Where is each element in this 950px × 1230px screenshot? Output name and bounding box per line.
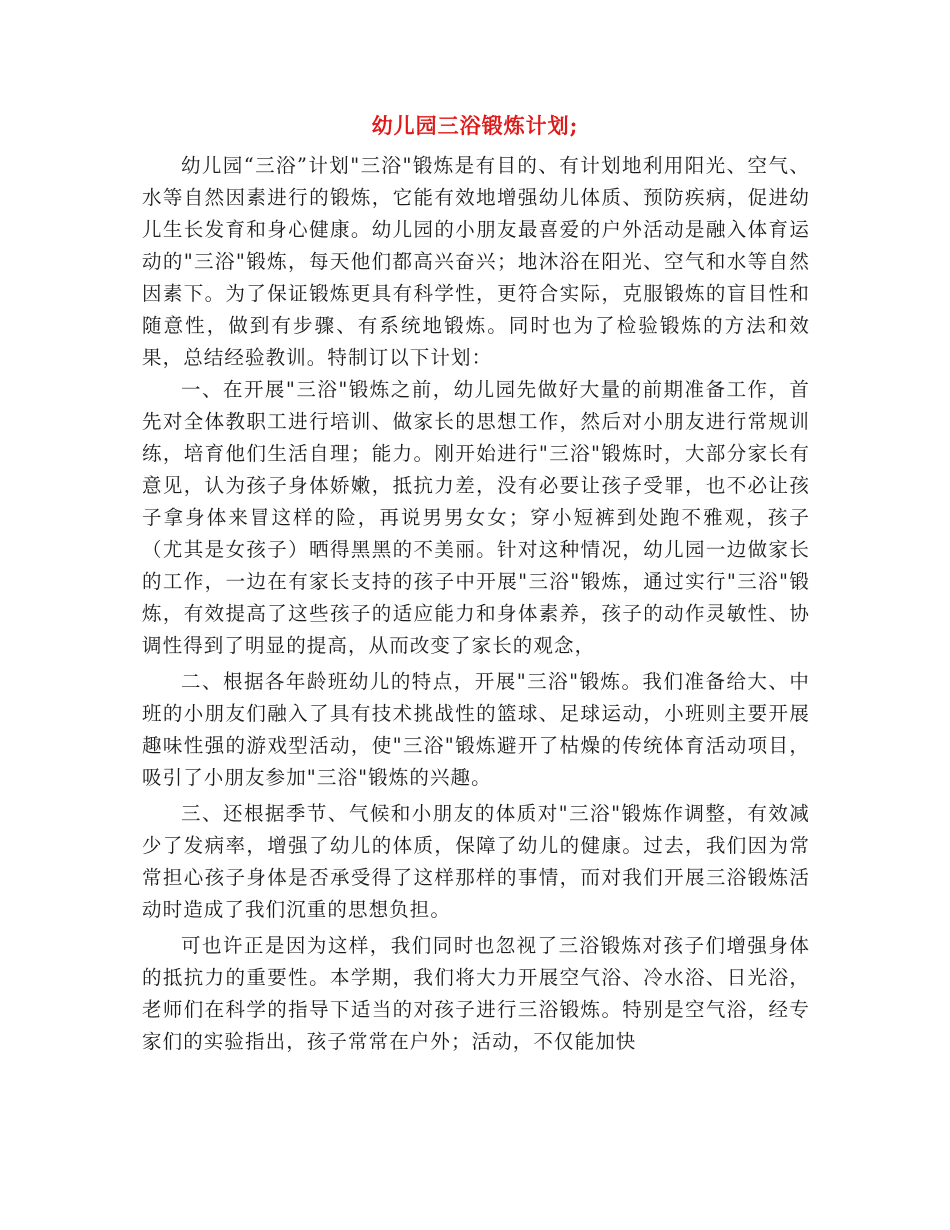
paragraph-section-1: 一、在开展"三浴"锻炼之前，幼儿园先做好大量的前期准备工作，首先对全体教职工进行培训、做家长的思想工作，然后对小朋友进行常规训练，培育他们生活自理；能力。刚开始进行"三浴"锻炼时，大部分家长有意见，认为孩子身体娇嫩，抵抗力差，没有必要让孩子受罪，也不必让孩子拿身体来冒这样的险，再说男男女女；穿小短裤到处跑不雅观，孩子（尤其是女孩子）晒得黑黑的不美丽。针对这种情况，幼儿园一边做家长的工作，一边在有家长支持的孩子中开展"三浴"锻炼，通过实行"三浴"锻炼，有效提高了这些孩子的适应能力和身体素养，孩子的动作灵敏性、协调性得到了明显的提高，从而改变了家长的观念， — [142, 378, 810, 657]
paragraph-section-3: 三、还根据季节、气候和小朋友的体质对"三浴"锻炼作调整，有效减少了发病率，增强了幼儿的体质，保障了幼儿的健康。过去，我们因为常常担心孩子身体是否承受得了这样那样的事情，而对我们开展三浴锻炼活动时造成了我们沉重的思想负担。 — [142, 802, 810, 921]
paragraph-continuation: 可也许正是因为这样，我们同时也忽视了三浴锻炼对孩子们增强身体的抵抗力的重要性。本学期，我们将大力开展空气浴、冷水浴、日光浴，老师们在科学的指导下适当的对孩子进行三浴锻炼。特别是空气浴，经专家们的实验指出，孩子常常在户外；活动，不仅能加快 — [142, 934, 810, 1053]
paragraph-intro: 幼儿园“三浴”计划"三浴"锻炼是有目的、有计划地利用阳光、空气、水等自然因素进行的锻炼，它能有效地增强幼儿体质、预防疾病，促进幼儿生长发育和身心健康。幼儿园的小朋友最喜爱的户外活动是融入体育运动的"三浴"锻炼，每天他们都高兴奋兴；地沐浴在阳光、空气和水等自然因素下。为了保证锻炼更具有科学性，更符合实际，克服锻炼的盲目性和随意性，做到有步骤、有系统地锻炼。同时也为了检验锻炼的方法和效果，总结经验教训。特制订以下计划： — [142, 154, 810, 369]
document-title: 幼儿园三浴锻炼计划; — [371, 113, 579, 138]
document-body — [142, 150, 810, 1058]
paragraph-section-2: 二、根据各年龄班幼儿的特点，开展"三浴"锻炼。我们准备给大、中班的小朋友们融入了具有技术挑战性的篮球、足球运动，小班则主要开展趣味性强的游戏型活动，使"三浴"锻炼避开了枯燥的传统体育活动项目，吸引了小朋友参加"三浴"锻炼的兴趣。 — [142, 670, 810, 789]
